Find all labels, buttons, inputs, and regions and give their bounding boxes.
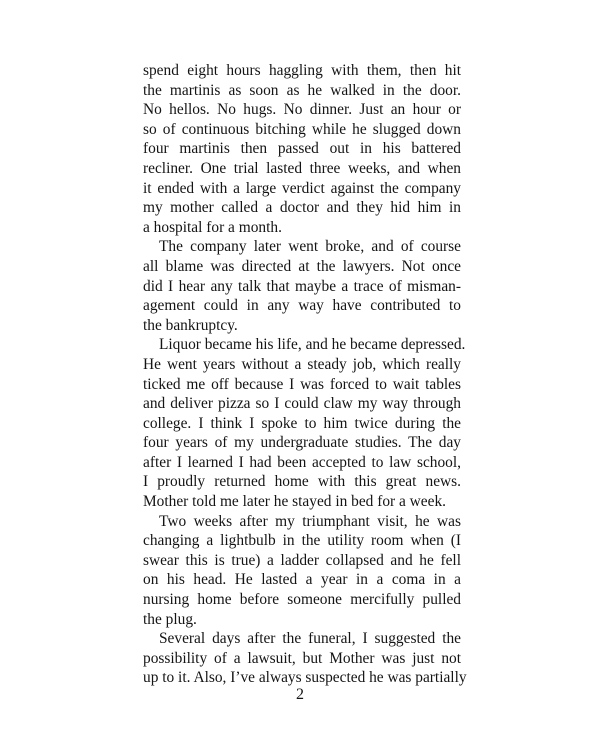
text-line: Two weeks after my triumphant visit, he was [159,512,461,530]
text-line: four martinis then passed out in his battered [143,140,461,158]
paragraph-2 [143,237,461,335]
text-line: the bankruptcy. [143,316,238,334]
paragraph-3 [143,335,466,511]
body-text [143,61,467,688]
text-line: Several days after the funeral, I suggested the [159,630,461,648]
text-line: The company later went broke, and of course [159,238,461,256]
text-line: four years of my undergraduate studies. The day [143,434,461,452]
text-line: He went years without a steady job, which really [143,355,461,373]
text-line: did I hear any talk that maybe a trace of misman- [143,277,461,295]
paragraph-5 [143,629,467,688]
text-line: after I learned I had been accepted to law school, [143,453,461,471]
text-line: No hellos. No hugs. No dinner. Just an hour or [143,101,461,119]
text-line: nursing home before someone mercifully pulled [143,591,461,609]
text-line: Liquor became his life, and he became depressed. [159,336,466,354]
text-line: spend eight hours haggling with them, then hit [143,62,461,79]
text-line: I proudly returned home with this great news. [143,473,461,491]
paragraph-1 [143,61,461,237]
text-line: my mother called a doctor and they hid him in [143,199,461,217]
text-line: changing a lightbulb in the utility room when (I [143,532,461,550]
text-line: a hospital for a month. [143,218,282,236]
text-line: agement could in any way have contributed to [143,297,461,315]
text-line: the plug. [143,610,197,628]
text-line: recliner. One trial lasted three weeks, and when [143,159,461,177]
page-number: 2 [296,686,304,703]
text-line: all blame was directed at the lawyers. Not once [143,257,461,275]
text-line: college. I think I spoke to him twice during the [143,414,461,432]
text-line: on his head. He lasted a year in a coma in a [143,571,461,589]
paragraph-4 [143,512,461,630]
text-line: up to it. Also, I’ve always suspected he was partially [143,669,467,687]
text-line: the martinis as soon as he walked in the door. [143,81,461,99]
text-line: possibility of a lawsuit, but Mother was just not [143,649,461,667]
text-line: it ended with a large verdict against the company [143,179,461,197]
text-line: and deliver pizza so I could claw my way through [143,395,461,413]
text-line: ticked me off because I was forced to wait tables [143,375,461,393]
text-line: Mother told me later he stayed in bed for a week. [143,493,447,511]
text-line: swear this is true) a ladder collapsed and he fell [143,551,461,569]
text-line: so of continuous bitching while he slugged down [143,120,461,138]
